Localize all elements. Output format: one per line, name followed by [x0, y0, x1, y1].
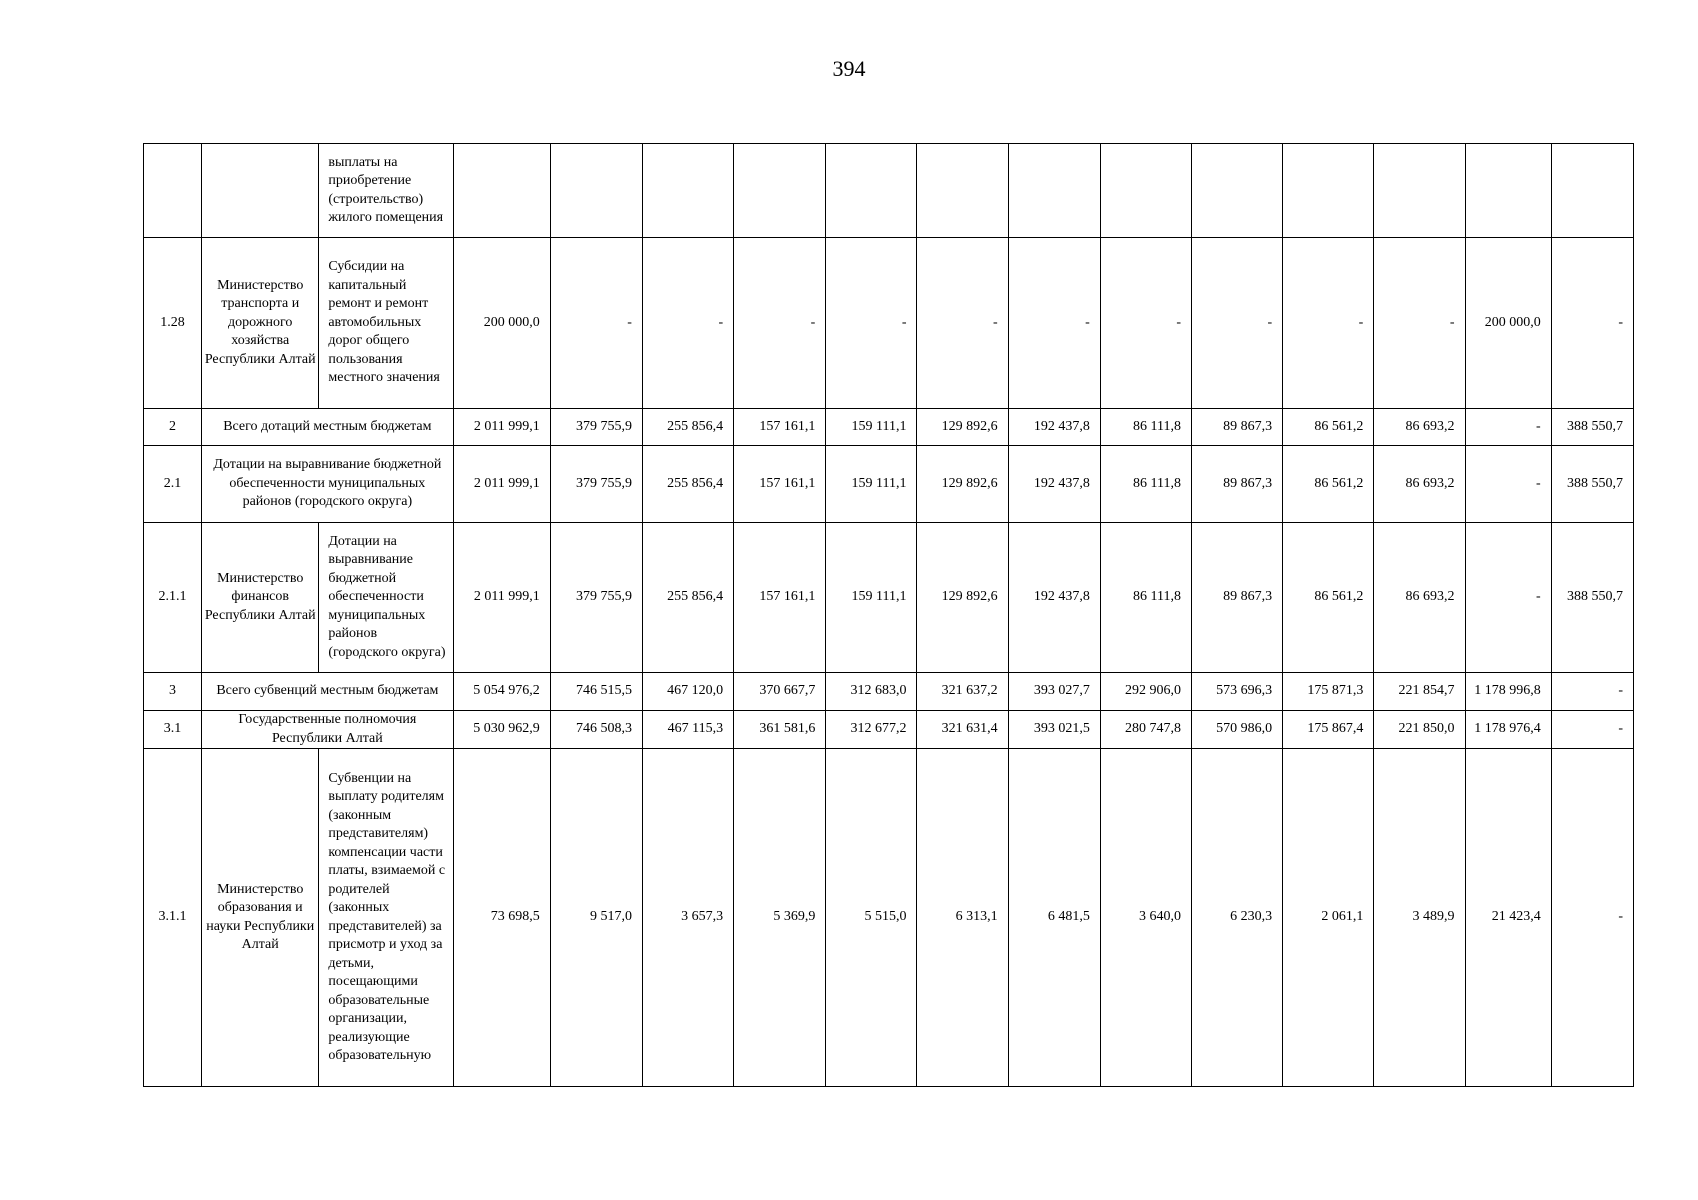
- expense-purpose: Дотации на выравнивание бюджетной обеспеченности муниципальных районов (городского округа): [319, 523, 453, 673]
- amount-cell: -: [1551, 749, 1633, 1087]
- amount-cell: 9 517,0: [550, 749, 642, 1087]
- amount-cell: 379 755,9: [550, 409, 642, 446]
- row-name: Дотации на выравнивание бюджетной обеспеченности муниципальных районов (городского округа): [202, 446, 454, 523]
- amount-cell: 393 027,7: [1008, 673, 1100, 711]
- amount-cell: -: [1465, 446, 1551, 523]
- amount-cell: 321 637,2: [917, 673, 1008, 711]
- amount-cell: 86 561,2: [1283, 523, 1374, 673]
- amount-cell: 2 011 999,1: [453, 523, 550, 673]
- amount-cell: 159 111,1: [826, 446, 917, 523]
- amount-cell: 280 747,8: [1100, 711, 1191, 749]
- amount-cell: 292 906,0: [1100, 673, 1191, 711]
- amount-cell: 370 667,7: [734, 673, 826, 711]
- amount-cell: -: [1551, 673, 1633, 711]
- row-index: 1.28: [144, 238, 202, 409]
- amount-cell: [1283, 144, 1374, 238]
- amount-cell: -: [1465, 523, 1551, 673]
- amount-cell: 570 986,0: [1192, 711, 1283, 749]
- amount-cell: 200 000,0: [1465, 238, 1551, 409]
- responsible-organization: [202, 144, 319, 238]
- amount-cell: -: [1551, 711, 1633, 749]
- amount-cell: 573 696,3: [1192, 673, 1283, 711]
- amount-cell: 467 115,3: [642, 711, 733, 749]
- table-row: [144, 238, 1634, 409]
- amount-cell: 5 515,0: [826, 749, 917, 1087]
- row-index: 3.1: [144, 711, 202, 749]
- table-row: [144, 749, 1634, 1087]
- amount-cell: -: [550, 238, 642, 409]
- responsible-organization: Министерство образования и науки Республики Алтай: [202, 749, 319, 1087]
- amount-cell: [826, 144, 917, 238]
- amount-cell: 746 515,5: [550, 673, 642, 711]
- amount-cell: 221 850,0: [1374, 711, 1465, 749]
- amount-cell: 200 000,0: [453, 238, 550, 409]
- amount-cell: 3 489,9: [1374, 749, 1465, 1087]
- table-row: [144, 144, 1634, 238]
- amount-cell: 6 313,1: [917, 749, 1008, 1087]
- amount-cell: 192 437,8: [1008, 409, 1100, 446]
- amount-cell: 175 867,4: [1283, 711, 1374, 749]
- amount-cell: 73 698,5: [453, 749, 550, 1087]
- amount-cell: 746 508,3: [550, 711, 642, 749]
- table-row: [144, 673, 1634, 711]
- amount-cell: 5 054 976,2: [453, 673, 550, 711]
- amount-cell: 1 178 996,8: [1465, 673, 1551, 711]
- amount-cell: -: [917, 238, 1008, 409]
- amount-cell: 157 161,1: [734, 523, 826, 673]
- amount-cell: 393 021,5: [1008, 711, 1100, 749]
- expense-purpose: Субвенции на выплату родителям (законным представителям) компенсации части платы, взимаемой с родителей (законных представителей) за присмотр и уход за детьми, посещающими образовательные организации, реализующие образовательную: [319, 749, 453, 1087]
- amount-cell: 5 030 962,9: [453, 711, 550, 749]
- amount-cell: -: [1551, 238, 1633, 409]
- amount-cell: 3 657,3: [642, 749, 733, 1087]
- amount-cell: 89 867,3: [1192, 409, 1283, 446]
- amount-cell: 388 550,7: [1551, 446, 1633, 523]
- amount-cell: [550, 144, 642, 238]
- amount-cell: 159 111,1: [826, 409, 917, 446]
- amount-cell: 157 161,1: [734, 446, 826, 523]
- amount-cell: 321 631,4: [917, 711, 1008, 749]
- amount-cell: 86 561,2: [1283, 409, 1374, 446]
- amount-cell: 129 892,6: [917, 446, 1008, 523]
- amount-cell: [453, 144, 550, 238]
- amount-cell: 86 693,2: [1374, 446, 1465, 523]
- responsible-organization: Министерство финансов Республики Алтай: [202, 523, 319, 673]
- amount-cell: -: [1192, 238, 1283, 409]
- row-index: 2.1: [144, 446, 202, 523]
- amount-cell: 6 481,5: [1008, 749, 1100, 1087]
- amount-cell: -: [1100, 238, 1191, 409]
- row-index: 3.1.1: [144, 749, 202, 1087]
- amount-cell: 129 892,6: [917, 523, 1008, 673]
- amount-cell: 379 755,9: [550, 523, 642, 673]
- amount-cell: [1100, 144, 1191, 238]
- responsible-organization: Министерство транспорта и дорожного хозяйства Республики Алтай: [202, 238, 319, 409]
- amount-cell: [734, 144, 826, 238]
- amount-cell: 312 677,2: [826, 711, 917, 749]
- amount-cell: 3 640,0: [1100, 749, 1191, 1087]
- row-index: 3: [144, 673, 202, 711]
- amount-cell: 255 856,4: [642, 409, 733, 446]
- amount-cell: [1008, 144, 1100, 238]
- amount-cell: 86 693,2: [1374, 409, 1465, 446]
- amount-cell: -: [1374, 238, 1465, 409]
- row-name: Государственные полномочия Республики Алтай: [202, 711, 454, 749]
- amount-cell: 2 061,1: [1283, 749, 1374, 1087]
- budget-table: [143, 143, 1634, 1087]
- table-row: [144, 523, 1634, 673]
- amount-cell: 255 856,4: [642, 446, 733, 523]
- expense-purpose: Субсидии на капитальный ремонт и ремонт автомобильных дорог общего пользования местного значения: [319, 238, 453, 409]
- amount-cell: 86 111,8: [1100, 409, 1191, 446]
- amount-cell: -: [826, 238, 917, 409]
- table-row: [144, 711, 1634, 749]
- amount-cell: 86 693,2: [1374, 523, 1465, 673]
- amount-cell: -: [1283, 238, 1374, 409]
- row-name: Всего субвенций местным бюджетам: [202, 673, 454, 711]
- amount-cell: 192 437,8: [1008, 446, 1100, 523]
- amount-cell: [1465, 144, 1551, 238]
- table-row: [144, 446, 1634, 523]
- amount-cell: -: [1008, 238, 1100, 409]
- amount-cell: -: [642, 238, 733, 409]
- amount-cell: 89 867,3: [1192, 446, 1283, 523]
- amount-cell: [1551, 144, 1633, 238]
- row-name: Всего дотаций местным бюджетам: [202, 409, 454, 446]
- amount-cell: 467 120,0: [642, 673, 733, 711]
- amount-cell: 86 111,8: [1100, 446, 1191, 523]
- amount-cell: 5 369,9: [734, 749, 826, 1087]
- amount-cell: [1192, 144, 1283, 238]
- amount-cell: -: [1465, 409, 1551, 446]
- amount-cell: 86 561,2: [1283, 446, 1374, 523]
- amount-cell: 255 856,4: [642, 523, 733, 673]
- amount-cell: 175 871,3: [1283, 673, 1374, 711]
- row-index: [144, 144, 202, 238]
- amount-cell: [642, 144, 733, 238]
- amount-cell: -: [734, 238, 826, 409]
- expense-purpose: выплаты на приобретение (строительство) жилого помещения: [319, 144, 453, 238]
- amount-cell: 361 581,6: [734, 711, 826, 749]
- amount-cell: 388 550,7: [1551, 523, 1633, 673]
- amount-cell: 1 178 976,4: [1465, 711, 1551, 749]
- amount-cell: 2 011 999,1: [453, 409, 550, 446]
- amount-cell: 379 755,9: [550, 446, 642, 523]
- amount-cell: 6 230,3: [1192, 749, 1283, 1087]
- amount-cell: 157 161,1: [734, 409, 826, 446]
- amount-cell: 221 854,7: [1374, 673, 1465, 711]
- page-number: 394: [832, 56, 866, 81]
- amount-cell: 312 683,0: [826, 673, 917, 711]
- amount-cell: 159 111,1: [826, 523, 917, 673]
- amount-cell: 21 423,4: [1465, 749, 1551, 1087]
- amount-cell: 129 892,6: [917, 409, 1008, 446]
- amount-cell: 89 867,3: [1192, 523, 1283, 673]
- table-row: [144, 409, 1634, 446]
- amount-cell: 86 111,8: [1100, 523, 1191, 673]
- amount-cell: [1374, 144, 1465, 238]
- amount-cell: 2 011 999,1: [453, 446, 550, 523]
- amount-cell: 388 550,7: [1551, 409, 1633, 446]
- row-index: 2: [144, 409, 202, 446]
- amount-cell: [917, 144, 1008, 238]
- amount-cell: 192 437,8: [1008, 523, 1100, 673]
- row-index: 2.1.1: [144, 523, 202, 673]
